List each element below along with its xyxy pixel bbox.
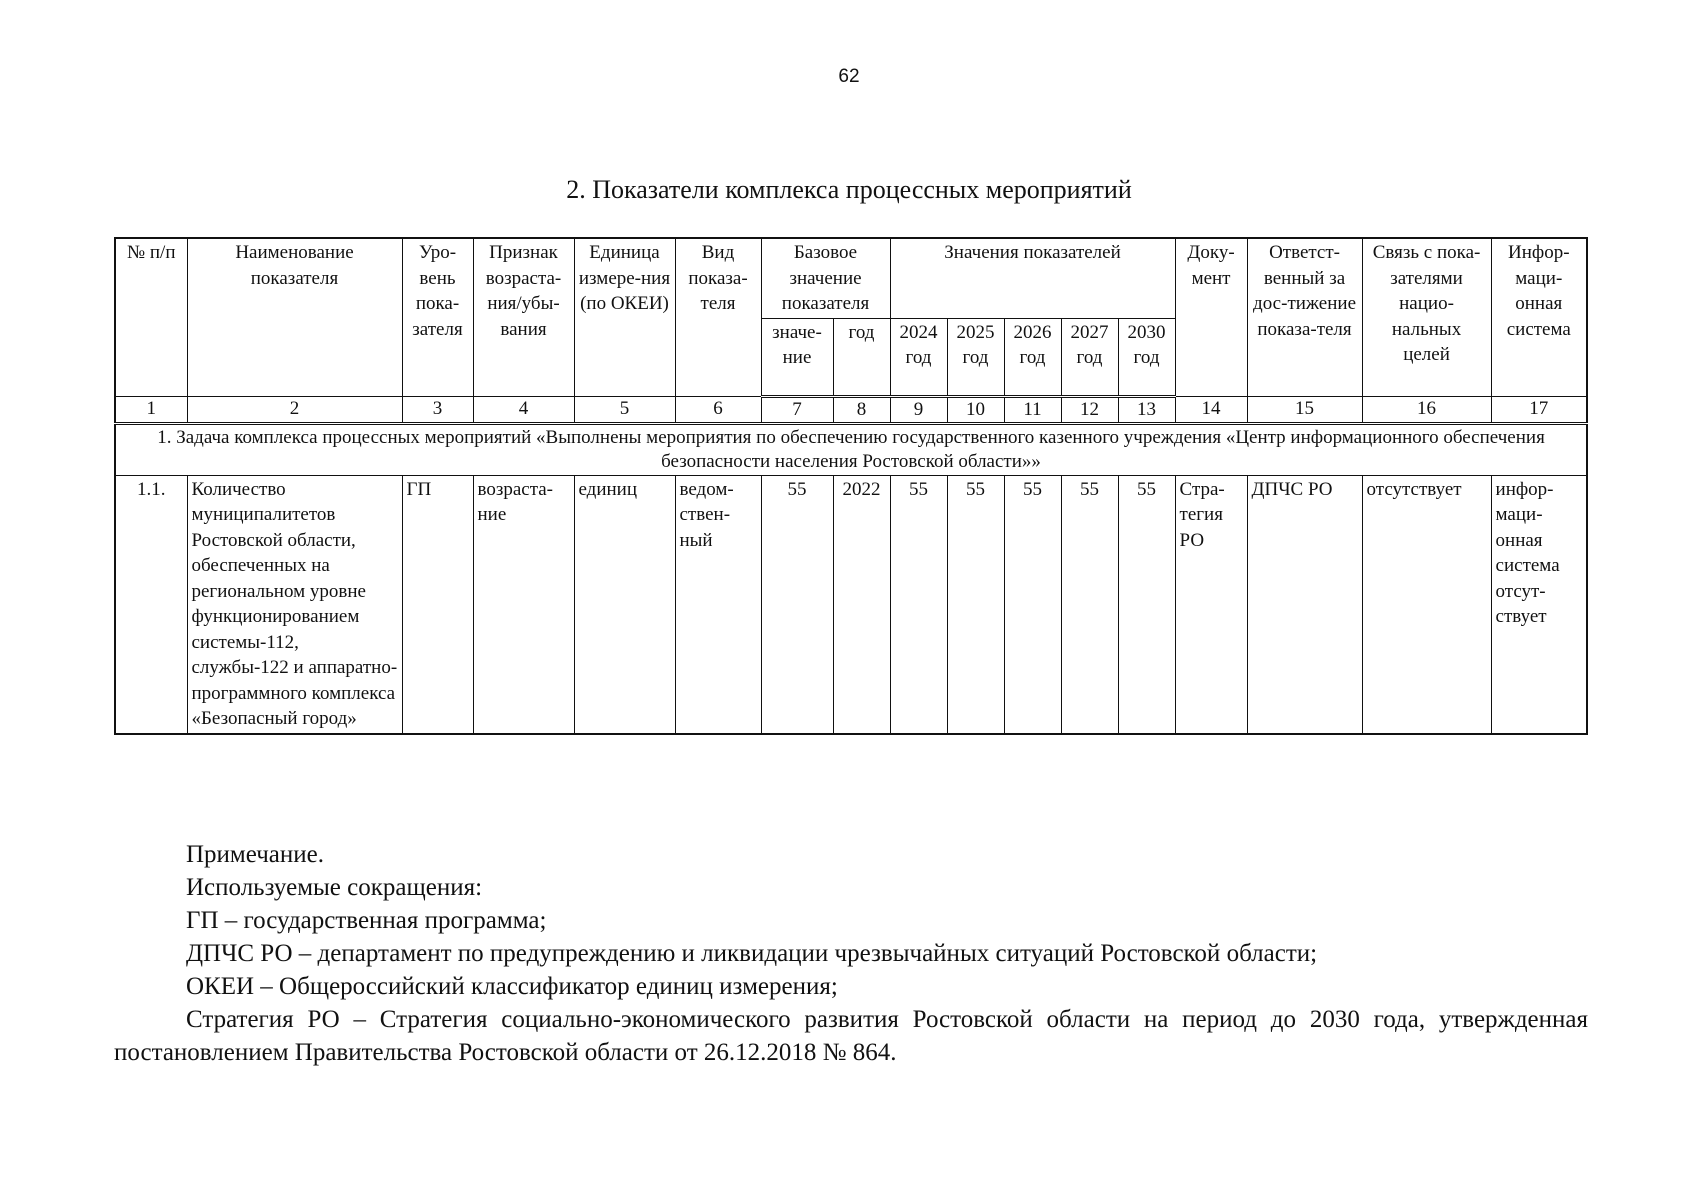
row-value-2025: 55 — [947, 475, 1004, 734]
column-number: 5 — [574, 396, 675, 423]
abbreviation-item: ГП – государственная программа; — [186, 907, 547, 934]
abbreviation-item: Стратегия РО – Стратегия социально-экономического развития Ростовской области на период до 2030 года, утвержденная постановлением Правительства Ростовской области от 26.12.2018 № 864. — [114, 1006, 1588, 1066]
column-number: 7 — [761, 396, 833, 423]
header-base-value: значе-ние — [761, 318, 833, 396]
header-base-year: год — [833, 318, 890, 396]
column-number: 6 — [675, 396, 761, 423]
row-info-system: инфор-маци-онная система отсут-ствует — [1491, 475, 1587, 734]
header-2026: 2026 год — [1004, 318, 1061, 396]
abbreviation-item: ДПЧС РО – департамент по предупреждению и ликвидации чрезвычайных ситуаций Ростовской области; — [186, 940, 1318, 967]
header-unit: Единица измере-ния (по ОКЕИ) — [574, 238, 675, 396]
abbreviation-item: ОКЕИ – Общероссийский классификатор единиц измерения; — [186, 973, 838, 1000]
column-number: 16 — [1362, 396, 1491, 423]
column-number: 13 — [1118, 396, 1175, 423]
column-number: 2 — [187, 396, 402, 423]
section-title: 2. Показатели комплекса процессных мероприятий — [566, 175, 1132, 204]
header-values-group: Значения показателей — [890, 238, 1175, 318]
notes-section — [114, 838, 1588, 1069]
column-number: 15 — [1247, 396, 1362, 423]
row-value-2024: 55 — [890, 475, 947, 734]
column-number: 10 — [947, 396, 1004, 423]
header-type: Вид показа-теля — [675, 238, 761, 396]
row-value-2027: 55 — [1061, 475, 1118, 734]
header-2024: 2024 год — [890, 318, 947, 396]
row-value-2026: 55 — [1004, 475, 1061, 734]
header-name: Наименование показателя — [187, 238, 402, 396]
row-unit: единиц — [574, 475, 675, 734]
row-base-year: 2022 — [833, 475, 890, 734]
row-trend: возраста-ние — [473, 475, 574, 734]
row-document: Стра-тегия РО — [1175, 475, 1247, 734]
header-num: № п/п — [115, 238, 187, 396]
row-level: ГП — [402, 475, 473, 734]
column-number: 9 — [890, 396, 947, 423]
row-num: 1.1. — [115, 475, 187, 734]
row-name: Количество муниципалитетов Ростовской области, обеспеченных на региональном уровне функционированием системы-112, службы-122 и аппаратно-программного комплекса «Безопасный город» — [187, 475, 402, 734]
column-numbers-row — [115, 396, 1587, 423]
header-document: Доку-мент — [1175, 238, 1247, 396]
task-heading: 1. Задача комплекса процессных мероприятий «Выполнены мероприятия по обеспечению государственного казенного учреждения «Центр информационного обеспечения безопасности населения Ростовской области»» — [115, 423, 1587, 475]
column-number: 14 — [1175, 396, 1247, 423]
row-value-2030: 55 — [1118, 475, 1175, 734]
abbreviations-heading: Используемые сокращения: — [186, 874, 483, 901]
notes-heading: Примечание. — [186, 841, 325, 868]
row-link: отсутствует — [1362, 475, 1491, 734]
table-row — [115, 475, 1587, 734]
header-2027: 2027 год — [1061, 318, 1118, 396]
row-responsible: ДПЧС РО — [1247, 475, 1362, 734]
task-row — [115, 423, 1587, 475]
column-number: 8 — [833, 396, 890, 423]
column-number: 4 — [473, 396, 574, 423]
row-type: ведом-ствен-ный — [675, 475, 761, 734]
header-2025: 2025 год — [947, 318, 1004, 396]
column-number: 17 — [1491, 396, 1587, 423]
column-number: 11 — [1004, 396, 1061, 423]
header-responsible: Ответст-венный за дос-тижение показа-теля — [1247, 238, 1362, 396]
header-row-top — [115, 238, 1587, 318]
header-2030: 2030 год — [1118, 318, 1175, 396]
indicators-table — [114, 237, 1588, 735]
page-number: 62 — [838, 66, 860, 87]
header-link: Связь с пока-зателями нацио-нальных целей — [1362, 238, 1491, 396]
row-base-value: 55 — [761, 475, 833, 734]
header-level: Уро-вень пока-зателя — [402, 238, 473, 396]
column-number: 1 — [115, 396, 187, 423]
header-trend: Признак возраста-ния/убы-вания — [473, 238, 574, 396]
column-number: 12 — [1061, 396, 1118, 423]
column-number: 3 — [402, 396, 473, 423]
header-info-system: Инфор-маци-онная система — [1491, 238, 1587, 396]
header-base-group: Базовое значение показателя — [761, 238, 890, 318]
